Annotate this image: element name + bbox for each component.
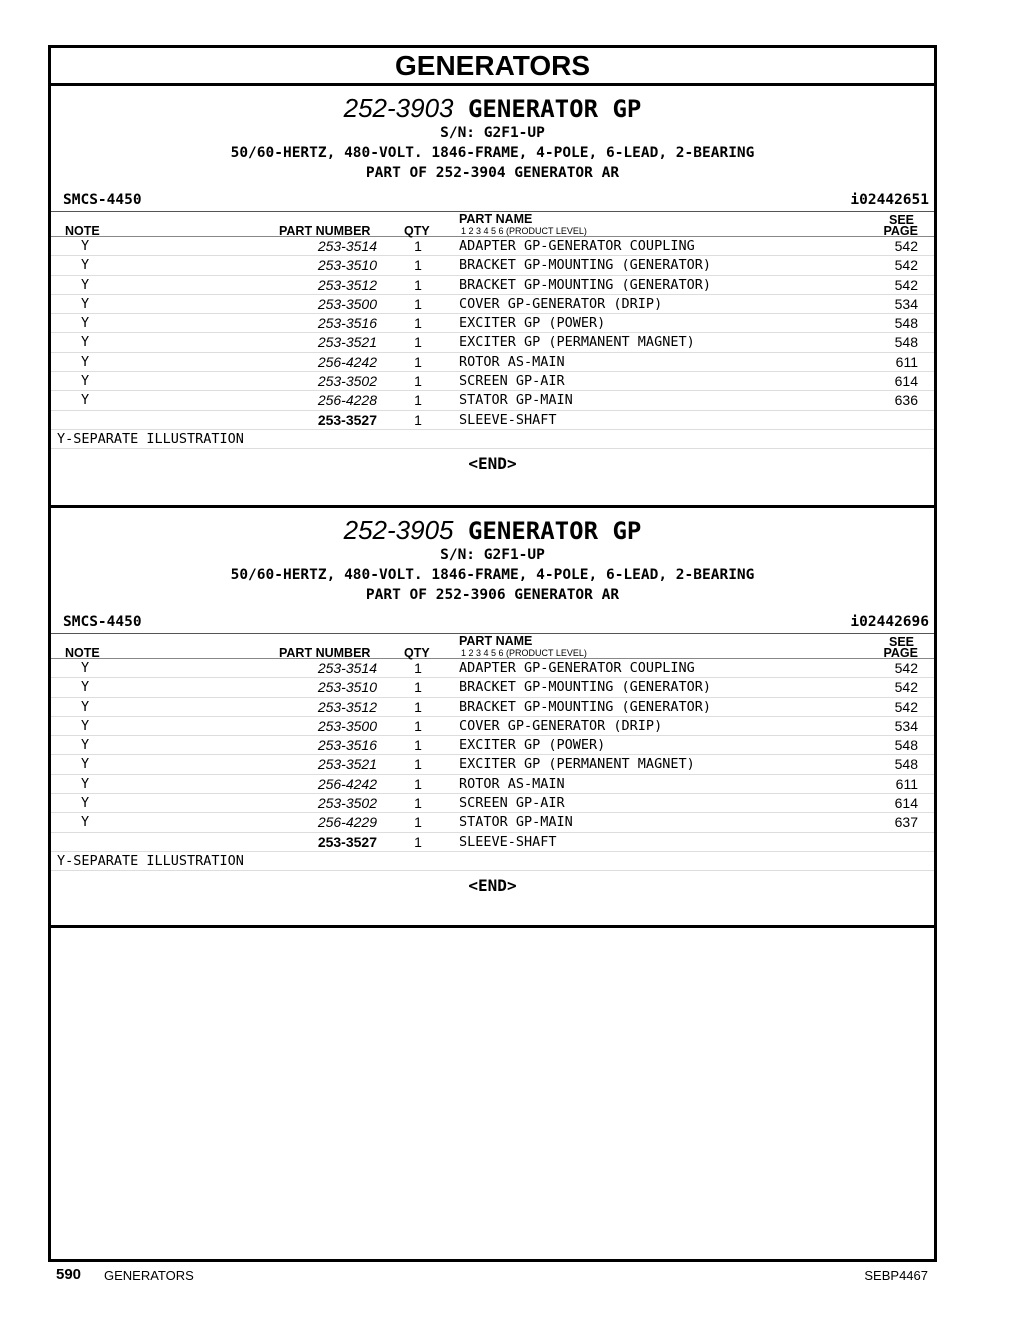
note-cell: Y bbox=[81, 315, 90, 332]
qty-cell: 1 bbox=[414, 353, 422, 370]
note-cell: Y bbox=[81, 238, 90, 254]
part-number-cell: 253-3500 bbox=[317, 717, 377, 734]
smcs-code: SMCS-4450 bbox=[63, 614, 142, 630]
part-name-cell: ADAPTER GP-GENERATOR COUPLING bbox=[459, 238, 695, 254]
qty-cell: 1 bbox=[414, 795, 422, 812]
qty-cell: 1 bbox=[414, 238, 422, 254]
part-number-cell: 253-3512 bbox=[317, 698, 377, 715]
part-number-cell: 253-3510 bbox=[317, 257, 377, 274]
page-frame bbox=[48, 45, 937, 1262]
note-cell: Y bbox=[81, 334, 90, 351]
illustration-id: i02442651 bbox=[850, 192, 929, 208]
part-number-cell: 253-3514 bbox=[317, 238, 377, 254]
see-page-cell: 542 bbox=[894, 276, 918, 293]
see-page-cell: 611 bbox=[895, 353, 918, 370]
header-part-number: PART NUMBER bbox=[279, 646, 371, 660]
table-row bbox=[51, 833, 934, 852]
see-page-cell: 548 bbox=[894, 737, 918, 754]
qty-cell: 1 bbox=[414, 411, 422, 428]
see-page-cell: 548 bbox=[894, 756, 918, 773]
table-header bbox=[51, 211, 934, 237]
part-number-cell: 253-3527 bbox=[317, 833, 377, 850]
part-name-cell: EXCITER GP (PERMANENT MAGNET) bbox=[459, 756, 695, 773]
serial-number: S/N: G2F1-UP bbox=[440, 125, 545, 141]
table-row bbox=[51, 295, 934, 314]
qty-cell: 1 bbox=[414, 315, 422, 332]
group-title bbox=[51, 93, 934, 123]
see-page-cell: 548 bbox=[894, 334, 918, 351]
part-name-cell: EXCITER GP (PERMANENT MAGNET) bbox=[459, 334, 695, 351]
header-part-number: PART NUMBER bbox=[279, 224, 371, 238]
qty-cell: 1 bbox=[414, 679, 422, 696]
part-of: PART OF 252-3906 GENERATOR AR bbox=[365, 587, 620, 603]
see-page-cell: 542 bbox=[894, 238, 918, 254]
note-cell: Y bbox=[81, 717, 90, 734]
header-qty: QTY bbox=[404, 646, 430, 660]
group-title bbox=[51, 515, 934, 545]
table-row bbox=[51, 353, 934, 372]
qty-cell: 1 bbox=[414, 814, 422, 831]
part-name-cell: ROTOR AS-MAIN bbox=[459, 775, 565, 792]
footer-document-code: SEBP4467 bbox=[864, 1268, 928, 1283]
illustration-id: i02442696 bbox=[850, 614, 929, 630]
qty-cell: 1 bbox=[414, 373, 422, 390]
header-page: PAGE bbox=[883, 224, 918, 238]
part-name-cell: BRACKET GP-MOUNTING (GENERATOR) bbox=[459, 276, 711, 293]
part-number-cell: 253-3502 bbox=[317, 795, 377, 812]
part-number-cell: 253-3521 bbox=[317, 334, 377, 351]
see-page-cell: 534 bbox=[894, 295, 918, 312]
table-row bbox=[51, 391, 934, 410]
see-page-cell: 614 bbox=[894, 373, 918, 390]
header-see: SEE bbox=[888, 213, 914, 227]
see-page-cell: 614 bbox=[894, 795, 918, 812]
see-page-cell: 611 bbox=[895, 775, 918, 792]
group-section bbox=[51, 93, 934, 508]
table-row bbox=[51, 372, 934, 391]
qty-cell: 1 bbox=[414, 833, 422, 850]
part-name-cell: COVER GP-GENERATOR (DRIP) bbox=[459, 717, 663, 734]
table-row bbox=[51, 256, 934, 275]
note-cell: Y bbox=[81, 295, 90, 312]
part-number-cell: 253-3516 bbox=[317, 315, 377, 332]
part-name-cell: ROTOR AS-MAIN bbox=[459, 353, 565, 370]
see-page-cell: 637 bbox=[894, 814, 918, 831]
table-row bbox=[51, 717, 934, 736]
group-section bbox=[51, 515, 934, 928]
table-row bbox=[51, 411, 934, 430]
header-part-name: PART NAME bbox=[459, 212, 533, 226]
part-name-cell: SLEEVE-SHAFT bbox=[459, 833, 557, 850]
part-name-cell: ADAPTER GP-GENERATOR COUPLING bbox=[459, 660, 695, 676]
part-name-cell: BRACKET GP-MOUNTING (GENERATOR) bbox=[459, 679, 711, 696]
part-name-cell: BRACKET GP-MOUNTING (GENERATOR) bbox=[459, 698, 711, 715]
smcs-row bbox=[51, 611, 934, 633]
qty-cell: 1 bbox=[414, 295, 422, 312]
group-number: 252-3905 bbox=[343, 515, 454, 545]
qty-cell: 1 bbox=[414, 660, 422, 676]
table-row bbox=[51, 659, 934, 678]
part-name-cell: COVER GP-GENERATOR (DRIP) bbox=[459, 295, 663, 312]
see-page-cell: 542 bbox=[894, 257, 918, 274]
note-cell: Y bbox=[81, 392, 90, 409]
header-part-name: PART NAME bbox=[459, 634, 533, 648]
end-marker: <END> bbox=[468, 453, 517, 473]
see-page-cell: 542 bbox=[894, 698, 918, 715]
see-page-cell: 548 bbox=[894, 315, 918, 332]
header-page: PAGE bbox=[883, 646, 918, 660]
part-name-cell: STATOR GP-MAIN bbox=[459, 814, 573, 831]
header-product-level: 1 2 3 4 5 6 (PRODUCT LEVEL) bbox=[461, 226, 587, 236]
header-note: NOTE bbox=[65, 224, 100, 238]
note-cell: Y bbox=[81, 775, 90, 792]
qty-cell: 1 bbox=[414, 775, 422, 792]
qty-cell: 1 bbox=[414, 756, 422, 773]
parts-table-body bbox=[51, 237, 934, 430]
part-name-cell: SCREEN GP-AIR bbox=[459, 373, 565, 390]
smcs-code: SMCS-4450 bbox=[63, 192, 142, 208]
note-cell: Y bbox=[81, 660, 90, 676]
see-page-cell: 534 bbox=[894, 717, 918, 734]
header-qty: QTY bbox=[404, 224, 430, 238]
footer-section-name: GENERATORS bbox=[104, 1268, 194, 1283]
note-cell: Y bbox=[81, 795, 90, 812]
see-page-cell: 542 bbox=[894, 660, 918, 676]
header-see: SEE bbox=[888, 635, 914, 649]
header-product-level: 1 2 3 4 5 6 (PRODUCT LEVEL) bbox=[461, 648, 587, 658]
illustration-note: Y-SEPARATE ILLUSTRATION bbox=[51, 430, 934, 449]
footer-page-number: 590 bbox=[56, 1266, 82, 1283]
part-name-cell: STATOR GP-MAIN bbox=[459, 392, 573, 409]
illustration-note: Y-SEPARATE ILLUSTRATION bbox=[51, 852, 934, 871]
table-row bbox=[51, 775, 934, 794]
part-number-cell: 253-3502 bbox=[317, 373, 377, 390]
smcs-row bbox=[51, 189, 934, 211]
group-name: GENERATOR GP bbox=[467, 517, 642, 545]
note-cell: Y bbox=[81, 679, 90, 696]
part-number-cell: 253-3516 bbox=[317, 737, 377, 754]
part-number-cell: 253-3510 bbox=[317, 679, 377, 696]
note-cell: Y bbox=[81, 353, 90, 370]
part-name-cell: SLEEVE-SHAFT bbox=[459, 411, 557, 428]
part-name-cell: EXCITER GP (POWER) bbox=[459, 315, 606, 332]
table-header bbox=[51, 633, 934, 659]
group-description: 50/60-HERTZ, 480-VOLT. 1846-FRAME, 4-POLE, 6-LEAD, 2-BEARING bbox=[230, 567, 755, 583]
parts-table-body bbox=[51, 659, 934, 852]
part-number-cell: 253-3514 bbox=[317, 660, 377, 676]
note-cell: Y bbox=[81, 276, 90, 293]
qty-cell: 1 bbox=[414, 392, 422, 409]
header-note: NOTE bbox=[65, 646, 100, 660]
table-row bbox=[51, 276, 934, 295]
qty-cell: 1 bbox=[414, 334, 422, 351]
qty-cell: 1 bbox=[414, 257, 422, 274]
table-row bbox=[51, 813, 934, 832]
table-row bbox=[51, 736, 934, 755]
part-number-cell: 256-4242 bbox=[317, 775, 377, 792]
part-number-cell: 253-3527 bbox=[317, 411, 377, 428]
qty-cell: 1 bbox=[414, 737, 422, 754]
group-number: 252-3903 bbox=[343, 93, 454, 123]
note-cell: Y bbox=[81, 257, 90, 274]
note-cell: Y bbox=[81, 756, 90, 773]
see-page-cell: 542 bbox=[894, 679, 918, 696]
table-row bbox=[51, 333, 934, 352]
table-row bbox=[51, 678, 934, 697]
see-page-cell: 636 bbox=[894, 392, 918, 409]
qty-cell: 1 bbox=[414, 698, 422, 715]
table-row bbox=[51, 698, 934, 717]
part-name-cell: EXCITER GP (POWER) bbox=[459, 737, 606, 754]
part-number-cell: 253-3500 bbox=[317, 295, 377, 312]
table-row bbox=[51, 237, 934, 256]
part-number-cell: 256-4229 bbox=[317, 814, 377, 831]
part-name-cell: SCREEN GP-AIR bbox=[459, 795, 565, 812]
note-cell: Y bbox=[81, 698, 90, 715]
page-footer bbox=[56, 1266, 928, 1286]
part-of: PART OF 252-3904 GENERATOR AR bbox=[365, 165, 620, 181]
table-row bbox=[51, 755, 934, 774]
serial-number: S/N: G2F1-UP bbox=[440, 547, 545, 563]
qty-cell: 1 bbox=[414, 717, 422, 734]
note-cell: Y bbox=[81, 737, 90, 754]
note-cell: Y bbox=[81, 814, 90, 831]
note-cell: Y bbox=[81, 373, 90, 390]
table-row bbox=[51, 314, 934, 333]
part-name-cell: BRACKET GP-MOUNTING (GENERATOR) bbox=[459, 257, 711, 274]
part-number-cell: 253-3512 bbox=[317, 276, 377, 293]
group-name: GENERATOR GP bbox=[467, 95, 642, 123]
part-number-cell: 256-4242 bbox=[317, 353, 377, 370]
part-number-cell: 253-3521 bbox=[317, 756, 377, 773]
qty-cell: 1 bbox=[414, 276, 422, 293]
page-title: GENERATORS bbox=[51, 48, 934, 86]
table-row bbox=[51, 794, 934, 813]
end-marker: <END> bbox=[468, 875, 517, 895]
part-number-cell: 256-4228 bbox=[317, 392, 377, 409]
group-description: 50/60-HERTZ, 480-VOLT. 1846-FRAME, 4-POLE, 6-LEAD, 2-BEARING bbox=[230, 145, 755, 161]
